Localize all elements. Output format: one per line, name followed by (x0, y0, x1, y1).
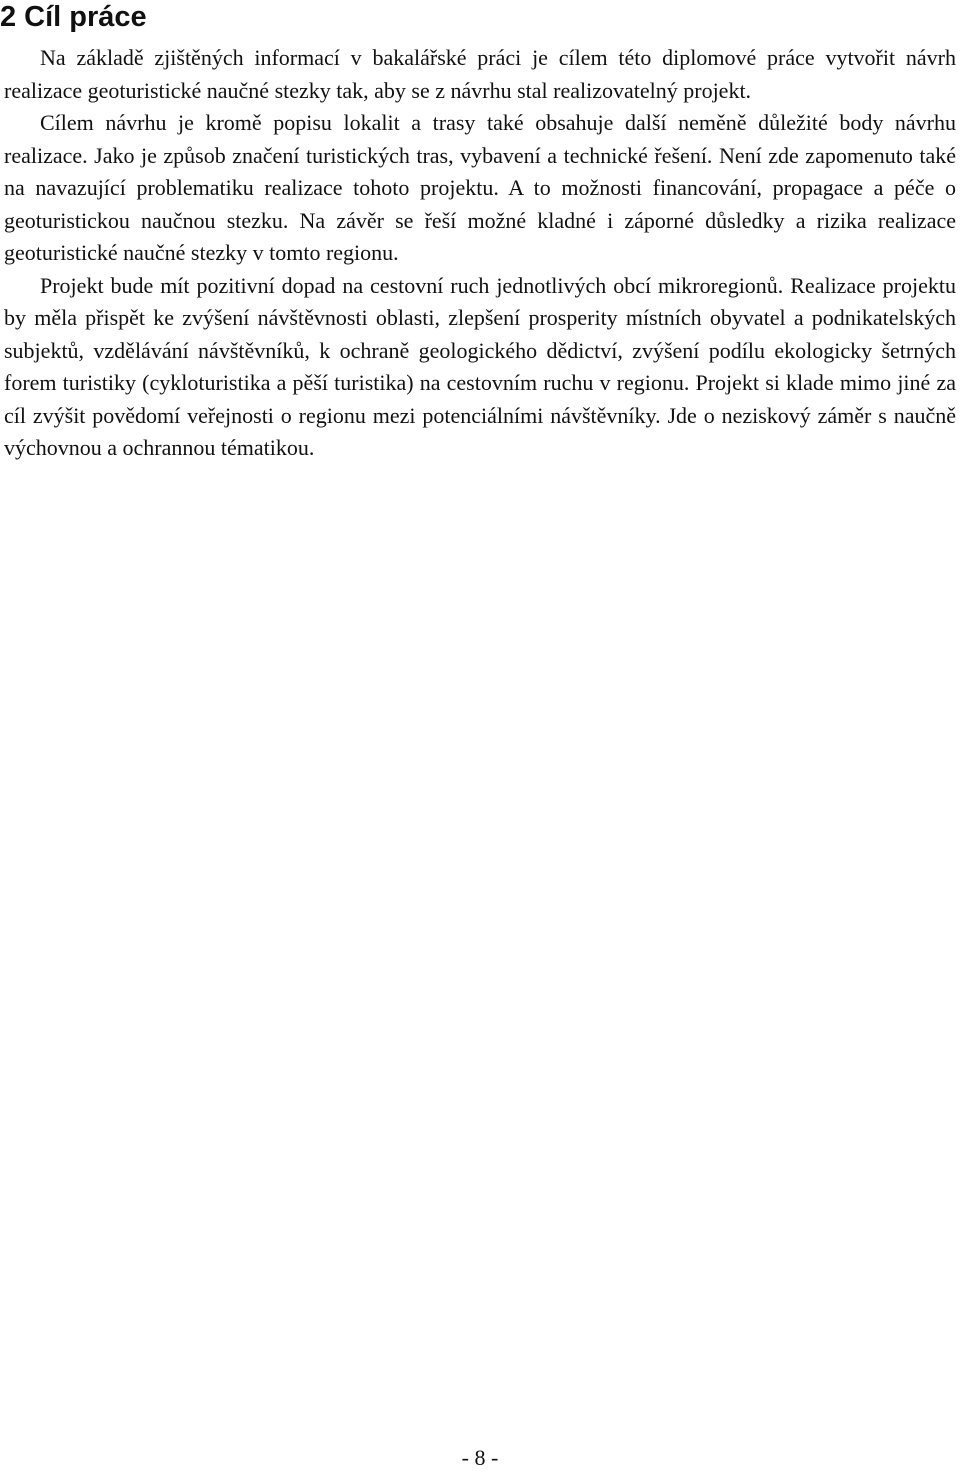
paragraph-intro: Na základě zjištěných informací v bakalářské práci je cílem této diplomové práce vytvořit návrh realizace geoturistické naučné stezky tak, aby se z návrhu stal realizovatelný projekt. (4, 45, 956, 103)
page-number: - 8 - (461, 1445, 499, 1470)
section-heading: 2 Cíl práce (0, 1, 147, 33)
paragraph-project-impact: Projekt bude mít pozitivní dopad na cestovní ruch jednotlivých obcí mikroregionů. Realizace projektu by měla přispět ke zvýšení návštěvnosti oblasti, zlepšení prosperity místních obyvatel a podnikatelských subjektů, vzdělávání návštěvníků, k ochraně geologického dědictví, zvýšení podílu ekologicky šetrných forem turistiky (cykloturistika a pěší turistika) na cestovním ruchu v regionu. Projekt si klade mimo jiné za cíl zvýšit povědomí veřejnosti o regionu mezi potenciálními návštěvníky. Jde o neziskový záměr s naučně výchovnou a ochrannou tématikou. (4, 272, 956, 460)
body-text (4, 42, 956, 465)
paragraph-proposal-content: Cílem návrhu je kromě popisu lokalit a trasy také obsahuje další neměně důležité body návrhu realizace. Jako je způsob značení turistických tras, vybavení a technické řešení. Není zde zapomenuto také na navazující problematiku realizace tohoto projektu. A to možnosti financování, propagace a péče o geoturistickou naučnou stezku. Na závěr se řeší možné kladné i záporné důsledky a rizika realizace geoturistické naučné stezky v tomto regionu. (4, 110, 956, 265)
